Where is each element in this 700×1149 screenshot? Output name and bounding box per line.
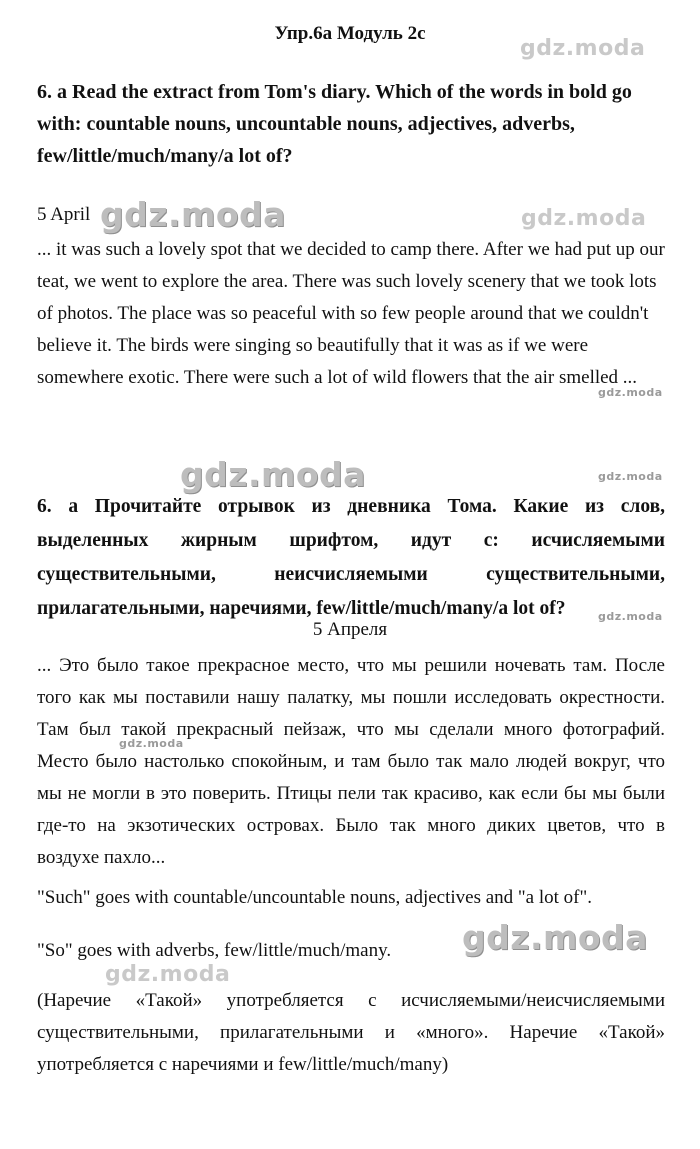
watermark: gdz.moda: [180, 455, 366, 494]
watermark: gdz.moda: [520, 36, 646, 61]
diary-date-english: 5 April: [37, 204, 91, 225]
watermark: gdz.moda: [598, 470, 663, 483]
page-title: Упр.6а Модуль 2c: [274, 23, 426, 44]
watermark: gdz.moda: [521, 206, 647, 231]
answer-such: "Such" goes with countable/uncountable nouns, adjectives and "a lot of".: [37, 887, 592, 908]
watermark: gdz.moda: [598, 610, 663, 623]
watermark: gdz.moda: [105, 962, 231, 987]
watermark: gdz.moda: [119, 737, 184, 750]
watermark: gdz.moda: [598, 386, 663, 399]
task-russian: 6. а Прочитайте отрывок из дневника Тома. Какие из слов, выделенных жирным шрифтом, идут с: исчисляемыми существительными, неисчисляемыми существительными, прилагательными, наречиями, few/little/much/many/a lot of?: [37, 496, 665, 619]
task-english: 6. a Read the extract from Tom's diary. Which of the words in bold go with: countable nouns, uncountable nouns, adjectives, adverbs, few/little/much/many/a lot of?: [37, 81, 632, 167]
diary-extract-english: ... it was such a lovely spot that we decided to camp there. After we had put up our teat, we went to explore the area. There was such lovely scenery that we took lots of photos. The place was so peaceful with so few people around that we couldn't believe it. The birds were singing so beautifully that it was as if we were somewhere exotic. There were such a lot of wild flowers that the air smelled ...: [37, 239, 665, 388]
watermark: gdz.moda: [100, 195, 286, 234]
watermark: gdz.moda: [462, 918, 648, 957]
answer-translation: (Наречие «Такой» употребляется с исчисляемыми/неисчисляемыми существительными, прилагательными и «много». Наречие «Такой» употребляется с наречиями и few/little/much/many): [37, 990, 665, 1075]
diary-extract-russian: ... Это было такое прекрасное место, что мы решили ночевать там. После того как мы поставили нашу палатку, мы пошли исследовать окрестности. Там был такой прекрасный пейзаж, что мы сделали много фотографий. Место было настолько спокойным, и там было так мало людей вокруг, что мы не могли в это поверить. Птицы пели так красиво, как если бы мы были где-то на экзотических островах. Было так много диких цветов, что в воздухе пахло...: [37, 655, 665, 868]
diary-date-russian: 5 Апреля: [312, 619, 388, 640]
answer-so: "So" goes with adverbs, few/little/much/many.: [37, 940, 392, 961]
